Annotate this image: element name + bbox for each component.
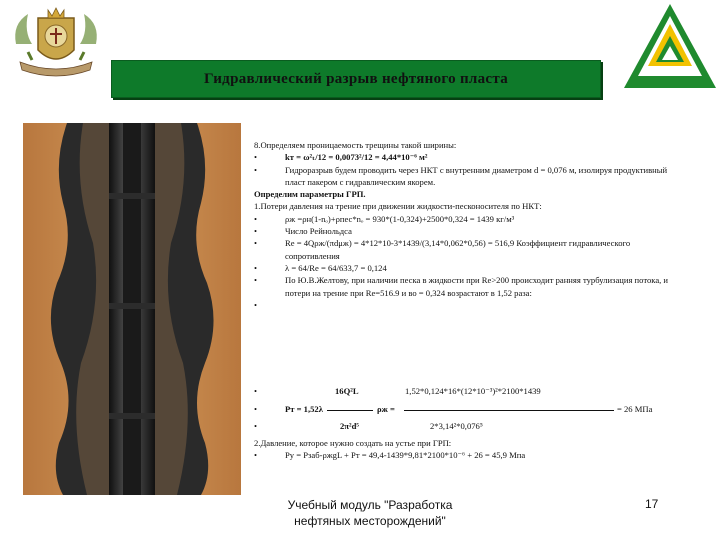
formula-density: ρж = (377, 404, 395, 414)
text-line (254, 449, 674, 461)
line-text: 8.Определяем проницаемость трещины такой ширины: (254, 140, 457, 150)
bullet: • (254, 238, 258, 249)
formula-numerator-numeric: 1,52*0,124*16*(12*10⁻³)²*2100*1439 (405, 386, 541, 396)
line-text: 2.Давление, которое нужно создать на устье при ГРП: (254, 438, 452, 448)
solution-text (254, 139, 674, 311)
text-line (254, 151, 674, 163)
text-line (254, 213, 674, 225)
text-line (254, 437, 674, 449)
formula-denominator-symbolic: 2π²d⁵ (340, 421, 359, 431)
line-text: λ = 64/Re = 64/633,7 = 0,124 (285, 262, 387, 273)
bullet: • (254, 275, 258, 286)
title-bar (111, 60, 601, 98)
line-text: kт = ω²ₜ/12 = 0,0073²/12 = 4,44*10⁻⁶ м² (285, 152, 428, 163)
university-emblem-logo (8, 4, 104, 86)
line-text: ρж =ρн(1-nₒ)+ρпес*nₒ = 930*(1-0,324)+2500*0,324 = 1439 кг/м³ (285, 213, 515, 224)
bullet: • (254, 213, 258, 224)
text-line (254, 299, 674, 311)
footer-module-title: Учебный модуль "Разработка нефтяных месторождений" (287, 498, 453, 528)
page-number: 17 (645, 497, 659, 511)
bullet: • (254, 386, 258, 396)
bullet: • (254, 421, 258, 431)
bullet: • (254, 226, 258, 237)
text-line (254, 200, 674, 212)
bullet: • (254, 299, 258, 310)
triangle-logo (622, 2, 718, 92)
bullet: • (254, 450, 258, 461)
text-line (254, 274, 674, 299)
line-text: По Ю.В.Желтову, при наличии песка в жидкости при Re>200 происходит ранняя турбулизация потока, и потери на трение при Re=516.9 и во = 0,324 возрастают в 1,52 раза: (285, 275, 669, 298)
formula-denominator-numeric: 2*3,14²*0,076⁵ (430, 421, 483, 431)
line-text: Re = 4Qρж/(πdμж) = 4*12*10-3*1439/(3,14*0,062*0,56) = 516,9 Коэффициент гидравлического сопротивления (285, 238, 631, 261)
text-line (254, 237, 674, 262)
fraction-line (327, 410, 373, 411)
line-text: Pу = Pзаб-ρжgL + Pт = 49,4-1439*9,81*2100*10⁻⁶ + 26 = 45,9 Мпа (285, 450, 526, 461)
bullet: • (254, 262, 258, 273)
text-line (254, 139, 674, 151)
text-line (254, 188, 674, 200)
formula-numerator-symbolic: 16Q²L (335, 386, 359, 396)
formula-lhs: Pт = 1,52λ (285, 404, 323, 414)
formula-result: = 26 МПа (617, 404, 653, 414)
line-text: Число Рейнольдса (285, 226, 352, 237)
slide-title: Гидравлический разрыв нефтяного пласта (203, 71, 509, 87)
text-line (254, 225, 674, 237)
fracture-well-illustration (23, 123, 241, 495)
fraction-line (404, 410, 614, 411)
line-text: 1.Потери давления на трение при движении жидкости-песконосителя по НКТ: (254, 201, 542, 212)
bullet: • (254, 164, 258, 175)
bullet: • (254, 404, 258, 414)
bullet: • (254, 152, 258, 163)
line-text: Определим параметры ГРП. (254, 189, 366, 200)
wellhead-pressure-text (254, 437, 674, 462)
text-line (254, 164, 674, 189)
text-line (254, 262, 674, 274)
line-text: Гидроразрыв будем проводить через НКТ с внутренним диаметром d = 0,076 м, изолируя продуктивный пласт пакером с гидравлическим якорем. (285, 164, 668, 187)
